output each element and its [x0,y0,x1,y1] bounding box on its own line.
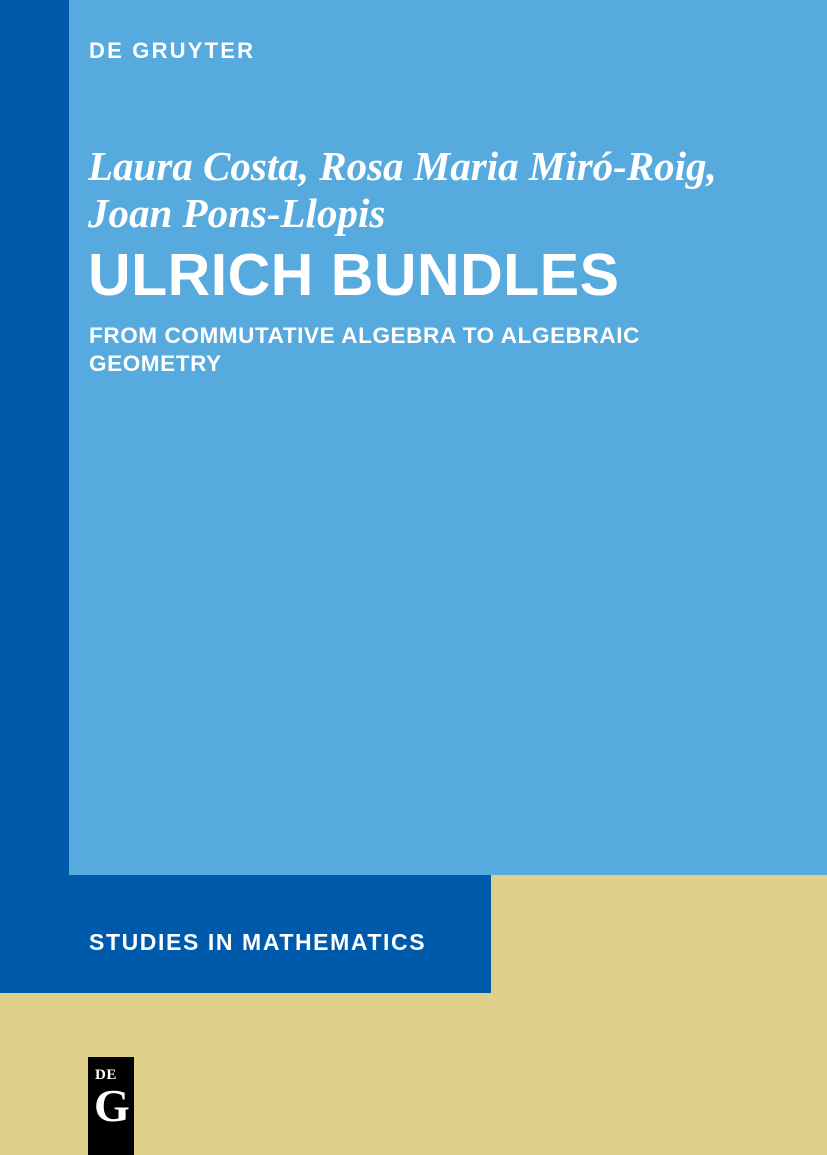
book-subtitle: FROM COMMUTATIVE ALGEBRA TO ALGEBRAIC GEOMETRY [89,323,640,377]
tan-lower-right-block [491,875,827,993]
de-gruyter-logo-icon [88,1057,134,1155]
publisher-name: DE GRUYTER [89,38,256,63]
series-name: STUDIES IN MATHEMATICS [89,929,427,955]
logo-de-text: DE [95,1067,117,1083]
book-title: ULRICH BUNDLES [88,242,620,308]
logo-g-text: G [94,1080,130,1131]
book-authors: Laura Costa, Rosa Maria Miró-Roig, Joan Pons-Llopis [88,143,717,237]
light-blue-panel [69,0,827,875]
